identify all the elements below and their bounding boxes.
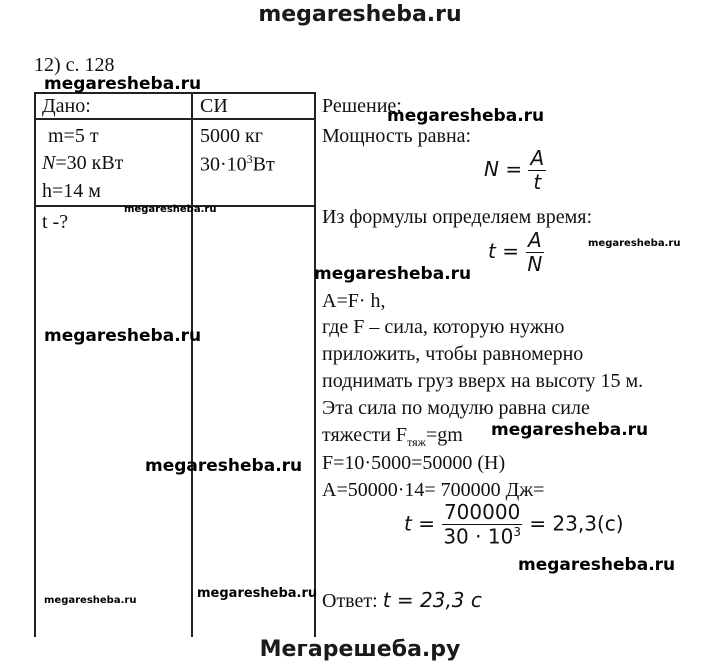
- si-power-unit: Вт: [252, 153, 275, 176]
- watermark: megaresheba.ru: [124, 204, 217, 215]
- solution-line-6: поднимать груз вверх на высоту 15 м.: [322, 370, 644, 392]
- solution-line-8-end: =gm: [425, 424, 463, 446]
- formula-result-lhs: t =: [404, 511, 435, 536]
- site-footer: Мегарешеба.ру: [259, 637, 461, 662]
- solution-line-8-subscript: тяж: [407, 435, 426, 449]
- watermark: megaresheba.ru: [197, 586, 318, 601]
- formula-result: [404, 502, 624, 548]
- given-height: h=14 м: [42, 180, 101, 202]
- solution-line-3: A=F· h,: [322, 290, 386, 312]
- formula-time-denominator: N: [527, 252, 543, 276]
- watermark: megaresheba.ru: [518, 555, 676, 575]
- watermark: megaresheba.ru: [145, 456, 303, 476]
- given-power-symbol: N: [42, 152, 56, 174]
- given-find: t -?: [42, 211, 69, 233]
- solution-line-10: A=50000·14= 700000 Дж=: [322, 479, 545, 501]
- formula-power-numerator: A: [530, 146, 545, 170]
- answer-line: [322, 588, 482, 613]
- answer-value: [383, 588, 482, 612]
- solution-line-5: приложить, чтобы равномерно: [322, 343, 584, 365]
- watermark: megaresheba.ru: [314, 264, 472, 284]
- column-divider-2: [314, 92, 316, 637]
- solution-line-8: [322, 424, 463, 450]
- si-power-exponent: 3: [246, 152, 253, 166]
- given-power-value: =30 кВт: [55, 152, 124, 174]
- watermark: megaresheba.ru: [44, 326, 202, 346]
- problem-number: 12) с. 128: [34, 54, 115, 76]
- solution-line-1: Мощность равна:: [322, 125, 472, 147]
- given-heading: Дано:: [42, 95, 91, 117]
- formula-result-fraction: [441, 502, 523, 548]
- formula-time-numerator: A: [527, 228, 542, 252]
- formula-result-denominator: [441, 525, 523, 548]
- watermark: megaresheba.ru: [44, 595, 137, 606]
- si-power: [200, 152, 275, 177]
- formula-time-lhs: t =: [488, 239, 519, 263]
- formula-power-denominator: t: [533, 170, 542, 194]
- formula-power: [484, 148, 546, 193]
- formula-result-numerator: 700000: [443, 500, 521, 524]
- formula-result-rhs: = 23,3(c): [529, 511, 624, 536]
- solution-line-7: Эта сила по модулю равна силе: [322, 397, 590, 419]
- formula-power-fraction: [528, 148, 546, 193]
- answer-value-text: t = 23,3 с: [382, 588, 482, 612]
- site-header: megaresheba.ru: [258, 2, 462, 27]
- si-mass: 5000 кг: [200, 125, 263, 147]
- watermark: megaresheba.ru: [44, 74, 202, 94]
- formula-time-fraction: [525, 230, 544, 275]
- answer-label: Ответ:: [322, 590, 383, 612]
- solution-line-9: F=10·5000=50000 (H): [322, 452, 506, 474]
- si-power-base: 30·10: [200, 153, 247, 176]
- table-left-border: [34, 92, 36, 637]
- si-heading: СИ: [200, 95, 228, 117]
- watermark: megaresheba.ru: [491, 420, 649, 440]
- formula-power-lhs: N =: [484, 157, 523, 181]
- solution-line-2: Из формулы определяем время:: [322, 206, 593, 228]
- heading-underline: [34, 118, 316, 120]
- formula-time: [488, 230, 544, 275]
- watermark: megaresheba.ru: [387, 106, 545, 126]
- formula-result-denominator-exponent: 3: [513, 525, 521, 539]
- watermark: megaresheba.ru: [588, 238, 681, 249]
- solution-heading: Решение:: [322, 95, 402, 117]
- column-divider-1: [191, 92, 193, 637]
- solution-line-8-start: тяжести F: [322, 424, 408, 446]
- given-power: [42, 152, 123, 175]
- solution-line-4: где F – сила, которую нужно: [322, 316, 565, 338]
- given-mass: m=5 т: [48, 125, 99, 147]
- formula-result-denominator-base: 30 · 10: [443, 524, 514, 549]
